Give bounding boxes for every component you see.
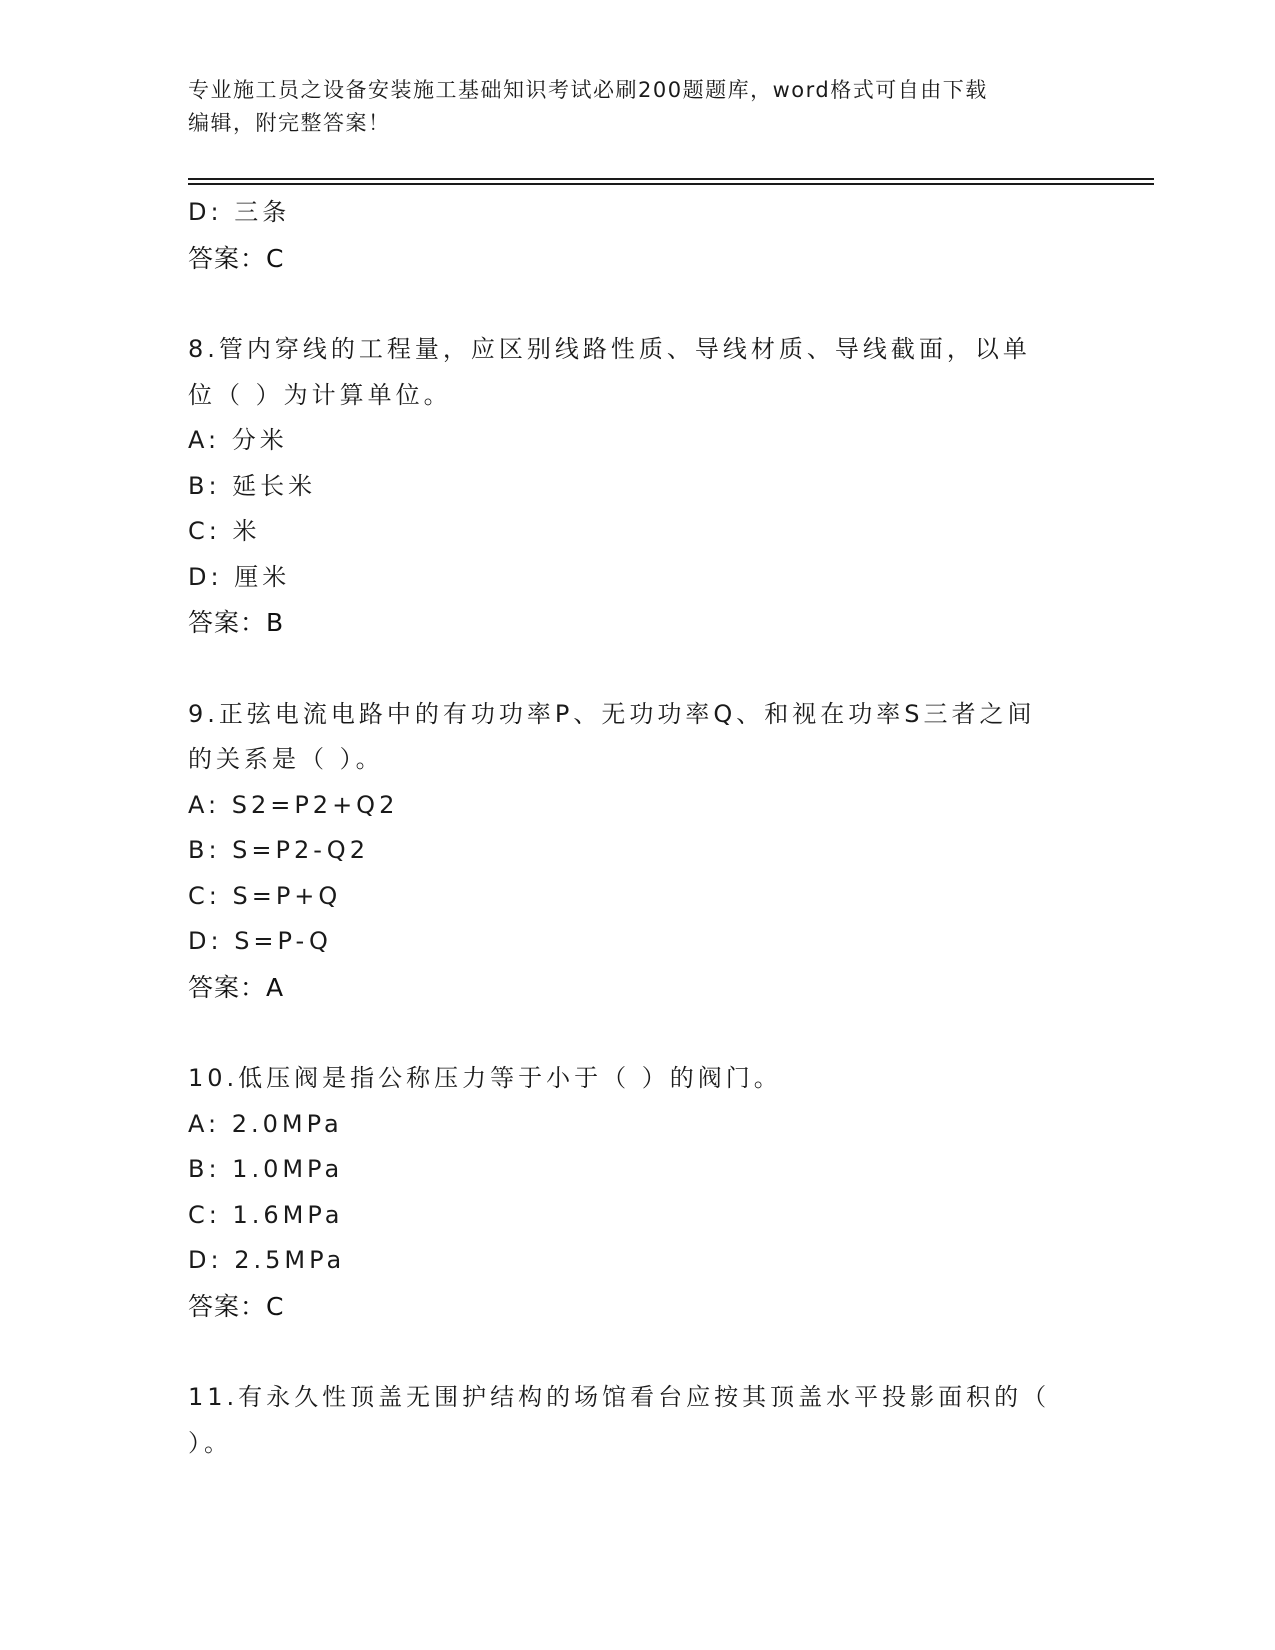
question-11-text: ）。 [188,1428,232,1457]
option-line: D: 三条 [188,198,291,226]
option-line: D: 厘米 [188,562,291,591]
answer-line: 答案：C [188,1291,285,1321]
question-8-text: 8.管内穿线的工程量，应区别线路性质、导线材质、导线截面，以单 [188,335,1031,363]
answer-line: 答案：A [188,972,285,1002]
header-line-1: 专业施工员之设备安装施工基础知识考试必刷200题题库，word格式可自由下载 [188,78,988,102]
header-divider-bottom [188,183,1154,185]
question-9-text: 的关系是（ ）。 [188,745,384,773]
option-line: A: 2.0MPa [188,1109,343,1138]
question-8-text: 位（ ）为计算单位。 [188,380,452,409]
spacer [188,646,1088,692]
document-header [188,74,1088,140]
question-9-text: 9.正弦电流电路中的有功功率P、无功功率Q、和视在功率S三者之间 [188,699,1036,728]
option-line: C: 米 [188,517,261,545]
answer-line: 答案：C [188,243,285,273]
option-line: D: 2.5MPa [188,1246,346,1274]
option-line: C: 1.6MPa [188,1200,344,1229]
answer-line: 答案：B [188,608,285,637]
option-line: A: S2=P2+Q2 [188,790,399,819]
option-line: A: 分米 [188,426,288,454]
option-line: B: 1.0MPa [188,1155,344,1183]
option-line: B: 延长米 [188,471,317,500]
question-10-text: 10.低压阀是指公称压力等于小于（ ）的阀门。 [188,1064,782,1092]
spacer [188,1329,1088,1375]
question-content [188,190,1088,1466]
option-line: C: S=P+Q [188,881,342,910]
option-line: D: S=P-Q [188,927,332,955]
option-line: B: S=P2-Q2 [188,836,369,864]
spacer [188,281,1088,327]
spacer [188,1010,1088,1056]
question-11-text: 11.有永久性顶盖无围护结构的场馆看台应按其顶盖水平投影面积的（ [188,1383,1051,1411]
header-line-2: 编辑，附完整答案！ [188,111,391,135]
header-divider-top [188,178,1154,180]
